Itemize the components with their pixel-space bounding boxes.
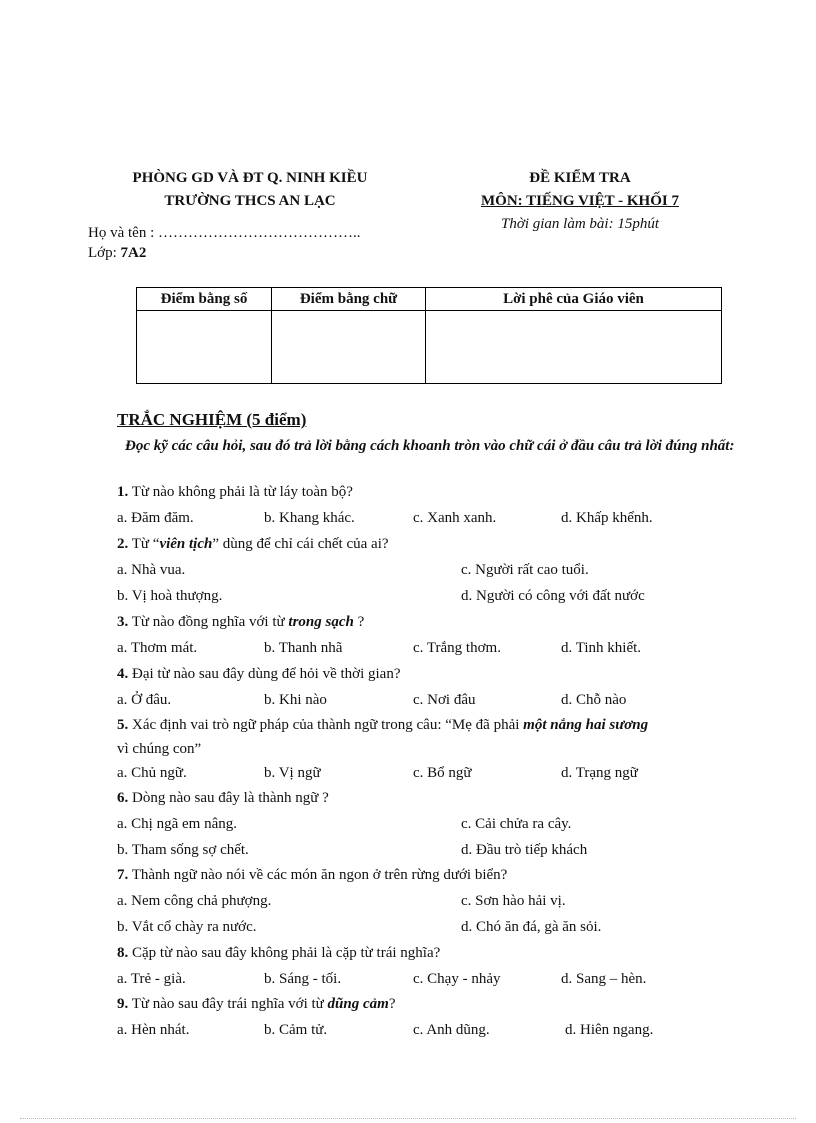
question-text-end: ” dùng để chỉ cái chết của ai?	[212, 536, 389, 552]
option-b[interactable]: b. Khi nào	[264, 692, 327, 708]
question-number: 6.	[117, 790, 129, 806]
instructions: Đọc kỹ các câu hỏi, sau đó trả lời bằng cách khoanh tròn vào chữ cái ở đầu câu trả lời đúng nhất:	[125, 438, 735, 454]
option-a[interactable]: a. Chị ngã em nâng.	[117, 816, 237, 832]
question-text: Từ nào đồng nghĩa với từ	[128, 614, 289, 630]
option-a[interactable]: a. Thơm mát.	[117, 640, 198, 656]
option-c[interactable]: c. Nơi đâu	[413, 692, 476, 708]
question-9	[117, 996, 395, 1013]
question-text: Từ nào sau đây trái nghĩa với từ	[128, 996, 328, 1012]
question-text: Từ nào không phải là từ láy toàn bộ?	[128, 484, 353, 500]
question-3	[117, 614, 364, 631]
option-d[interactable]: d. Trạng ngữ	[561, 765, 638, 781]
question-text: Từ “	[128, 536, 160, 552]
school-name: TRƯỜNG THCS AN LẠC	[164, 193, 336, 209]
option-c[interactable]: c. Trắng thơm.	[413, 640, 501, 656]
option-b[interactable]: b. Sáng - tối.	[264, 971, 342, 987]
option-d[interactable]: d. Người có công với đất nước	[461, 588, 645, 604]
option-d[interactable]: d. Tinh khiết.	[561, 640, 642, 656]
option-b[interactable]: b. Vắt cổ chày ra nước.	[117, 919, 257, 935]
section-title: TRẮC NGHIỆM (5 điểm)	[117, 410, 307, 429]
question-number: 3.	[117, 614, 129, 630]
question-number: 8.	[117, 945, 129, 961]
option-c[interactable]: c. Sơn hào hải vị.	[461, 893, 566, 909]
option-b[interactable]: b. Thanh nhã	[264, 640, 343, 656]
score-words-cell[interactable]	[272, 311, 426, 384]
option-b[interactable]: b. Vị ngữ	[264, 765, 321, 781]
option-a[interactable]: a. Chủ ngữ.	[117, 765, 187, 781]
option-a[interactable]: a. Nhà vua.	[117, 562, 186, 578]
question-7	[117, 867, 507, 884]
option-d[interactable]: d. Chó ăn đá, gà ăn sỏi.	[461, 919, 602, 935]
option-a[interactable]: a. Nem công chả phượng.	[117, 893, 272, 909]
department-name: PHÒNG GD VÀ ĐT Q. NINH KIỀU	[132, 170, 368, 186]
option-b[interactable]: b. Cảm tử.	[264, 1022, 328, 1038]
question-text-end: ?	[353, 614, 365, 630]
option-d[interactable]: d. Chỗ nào	[561, 692, 627, 708]
option-a[interactable]: a. Ở đâu.	[117, 692, 172, 708]
option-c[interactable]: c. Cải chửa ra cây.	[461, 816, 572, 832]
question-text-end: ?	[388, 996, 396, 1012]
teacher-comment-cell[interactable]	[426, 311, 722, 384]
option-d[interactable]: d. Khấp khểnh.	[561, 510, 653, 526]
question-2	[117, 536, 389, 553]
question-number: 9.	[117, 996, 129, 1012]
question-1	[117, 484, 353, 501]
teacher-comment-header: Lời phê của Giáo viên	[426, 288, 722, 311]
option-a[interactable]: a. Đăm đăm.	[117, 510, 194, 526]
question-number: 5.	[117, 717, 129, 733]
option-d[interactable]: d. Đầu trò tiếp khách	[461, 842, 588, 858]
question-text: Thành ngữ nào nói về các món ăn ngon ở trên rừng dưới biển?	[128, 867, 508, 883]
option-a[interactable]: a. Hèn nhát.	[117, 1022, 190, 1038]
question-keyword: một nắng hai sương	[523, 717, 649, 733]
option-b[interactable]: b. Khang khác.	[264, 510, 355, 526]
question-text: Đại từ nào sau đây dùng để hỏi về thời gian?	[128, 666, 401, 682]
option-c[interactable]: c. Chạy - nhảy	[413, 971, 501, 987]
option-b[interactable]: b. Vị hoà thượng.	[117, 588, 223, 604]
question-5	[117, 717, 648, 734]
option-a[interactable]: a. Trẻ - già.	[117, 971, 186, 987]
class-label: Lớp:	[88, 245, 117, 261]
student-name-field: Họ và tên : …………………………………..	[88, 225, 361, 241]
question-8	[117, 945, 440, 962]
question-number: 1.	[117, 484, 129, 500]
question-text: Xác định vai trò ngữ pháp của thành ngữ trong câu: “Mẹ đã phải	[128, 717, 524, 733]
option-b[interactable]: b. Tham sống sợ chết.	[117, 842, 249, 858]
exam-duration: Thời gian làm bài: 15phút	[500, 216, 659, 232]
question-5-continuation: vì chúng con”	[117, 741, 202, 757]
question-6	[117, 790, 329, 807]
option-c[interactable]: c. Bổ ngữ	[413, 765, 472, 781]
question-number: 4.	[117, 666, 129, 682]
question-keyword: dũng cảm	[327, 996, 389, 1012]
option-d[interactable]: d. Hiên ngang.	[565, 1022, 654, 1038]
question-keyword: viên tịch	[159, 536, 213, 552]
score-number-cell[interactable]	[137, 311, 272, 384]
question-keyword: trong sạch	[288, 614, 354, 630]
question-number: 2.	[117, 536, 129, 552]
subject-title: MÔN: TIẾNG VIỆT - KHỐI 7	[481, 193, 679, 209]
option-d[interactable]: d. Sang – hèn.	[561, 971, 647, 987]
page-bottom-divider	[20, 1118, 796, 1119]
option-c[interactable]: c. Anh dũng.	[413, 1022, 490, 1038]
score-number-header: Điểm bằng số	[137, 288, 272, 311]
option-c[interactable]: c. Xanh xanh.	[413, 510, 497, 526]
question-text: Dòng nào sau đây là thành ngữ ?	[128, 790, 329, 806]
question-text: Cặp từ nào sau đây không phải là cặp từ trái nghĩa?	[128, 945, 441, 961]
student-class-row	[88, 245, 146, 262]
exam-title: ĐỀ KIỂM TRA	[529, 170, 631, 186]
class-value: 7A2	[120, 245, 147, 261]
score-table	[136, 287, 722, 384]
question-number: 7.	[117, 867, 129, 883]
score-words-header: Điểm bằng chữ	[272, 288, 426, 311]
question-4	[117, 666, 401, 683]
option-c[interactable]: c. Người rất cao tuổi.	[461, 562, 589, 578]
